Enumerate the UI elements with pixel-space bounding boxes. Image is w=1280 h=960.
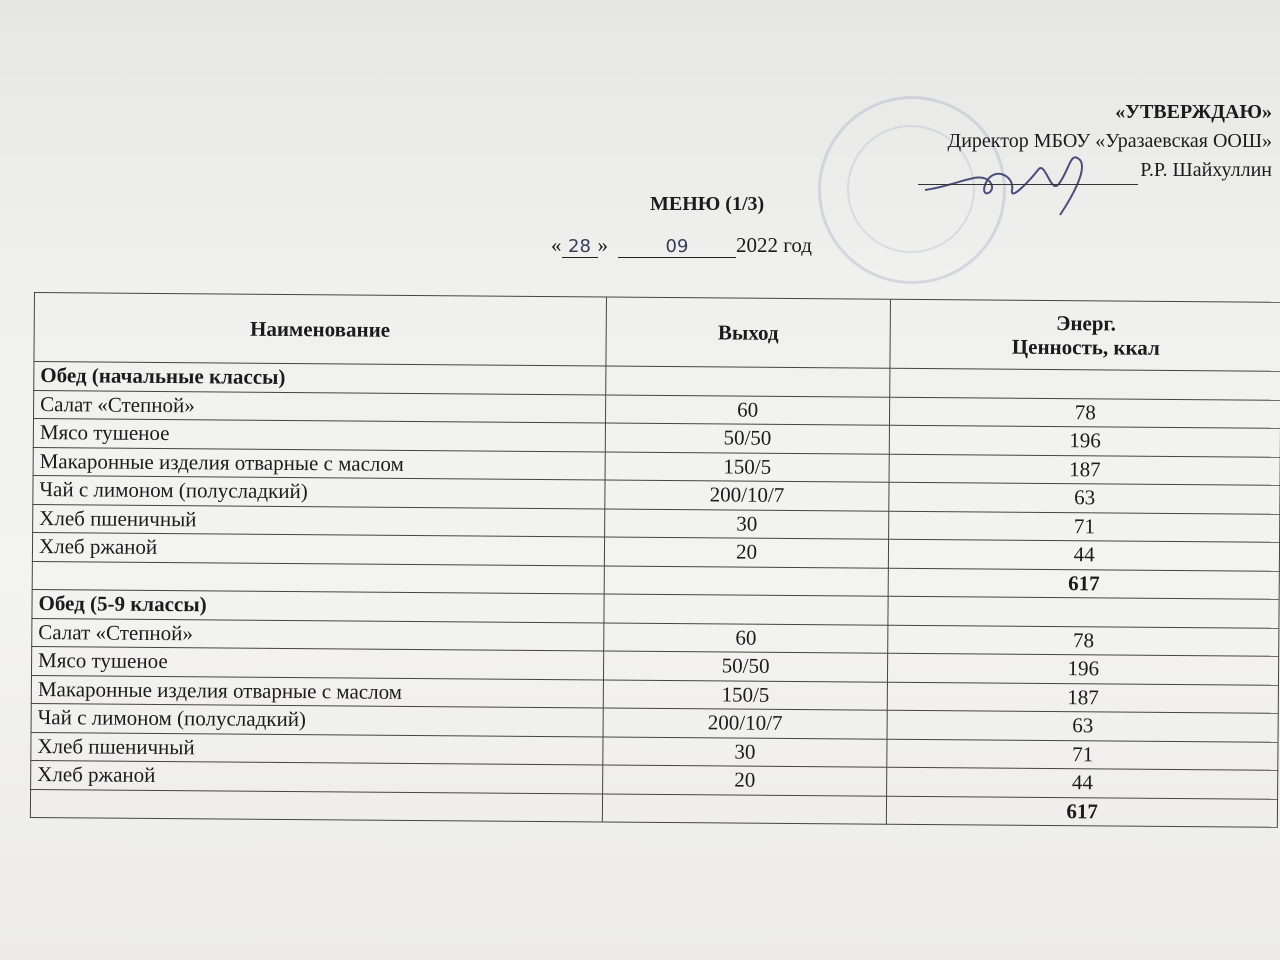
approval-title: «УТВЕРЖДАЮ» [1115, 101, 1272, 123]
item-name: Хлеб пшеничный [31, 732, 603, 765]
table-cell [888, 596, 1279, 628]
item-yield: 50/50 [603, 651, 888, 682]
section-title: Обед (5-9 классы) [32, 589, 604, 622]
item-name: Хлеб ржаной [32, 532, 604, 565]
item-yield: 200/10/7 [603, 708, 888, 739]
table-cell [890, 368, 1280, 400]
item-energy: 63 [889, 482, 1280, 514]
item-yield: 20 [604, 537, 889, 568]
table-cell [30, 789, 602, 822]
item-name: Мясо тушеное [33, 419, 605, 452]
header-energy [890, 299, 1280, 371]
item-name: Чай с лимоном (полусладкий) [33, 475, 605, 508]
table-cell [604, 594, 889, 625]
signature-line [918, 166, 1138, 185]
table-cell [604, 565, 889, 596]
item-yield: 150/5 [605, 451, 890, 482]
item-energy: 44 [889, 539, 1280, 571]
menu-title: МЕНЮ (1/3) [650, 193, 765, 215]
item-yield: 20 [602, 765, 887, 796]
item-energy: 71 [889, 511, 1280, 543]
item-name: Чай с лимоном (полусладкий) [31, 703, 603, 736]
item-energy: 44 [887, 767, 1278, 799]
date-year: 2022 год [736, 233, 812, 257]
item-energy: 187 [888, 682, 1279, 714]
section-total: 617 [887, 796, 1278, 828]
item-energy: 196 [890, 425, 1280, 457]
item-name: Салат «Степной» [34, 390, 606, 423]
menu-date [551, 233, 812, 258]
table-cell [605, 366, 890, 397]
date-quote-open: « [551, 233, 562, 257]
item-yield: 50/50 [605, 423, 890, 454]
item-name: Мясо тушеное [31, 646, 603, 679]
item-energy: 187 [890, 454, 1280, 486]
item-name: Макаронные изделия отварные с маслом [33, 447, 605, 480]
item-yield: 30 [602, 736, 887, 767]
item-yield: 200/10/7 [604, 480, 889, 511]
date-month: 09 [618, 236, 736, 258]
table-cell [602, 793, 887, 824]
header-yield: Выход [606, 297, 891, 368]
item-energy: 63 [887, 710, 1278, 742]
table-cell [32, 561, 604, 594]
approval-position: Директор МБОУ «Уразаевская ООШ» [947, 130, 1272, 152]
approval-signer: Р.Р. Шайхуллин [1140, 159, 1272, 181]
item-yield: 30 [604, 508, 889, 539]
header-energy-line1: Энерг. [1056, 311, 1116, 336]
item-energy: 78 [888, 625, 1279, 657]
header-name: Наименование [34, 293, 606, 366]
date-day: 28 [562, 236, 598, 258]
header-energy-line2: Ценность, ккал [1011, 334, 1160, 360]
approval-signer-line [918, 156, 1272, 185]
item-name: Хлеб пшеничный [33, 504, 605, 537]
item-yield: 60 [605, 394, 890, 425]
item-yield: 150/5 [603, 679, 888, 710]
item-name: Макаронные изделия отварные с маслом [31, 675, 603, 708]
date-quote-close: » [597, 233, 608, 257]
item-energy: 78 [890, 397, 1280, 429]
item-energy: 71 [887, 739, 1278, 771]
table-header-row [34, 293, 1280, 372]
menu-table [30, 292, 1280, 828]
item-name: Салат «Степной» [32, 618, 604, 651]
item-energy: 196 [888, 653, 1279, 685]
item-yield: 60 [603, 622, 888, 653]
approval-block [918, 98, 1272, 185]
section-title: Обед (начальные классы) [34, 362, 606, 395]
item-name: Хлеб ржаной [31, 760, 603, 793]
section-total: 617 [889, 568, 1280, 600]
